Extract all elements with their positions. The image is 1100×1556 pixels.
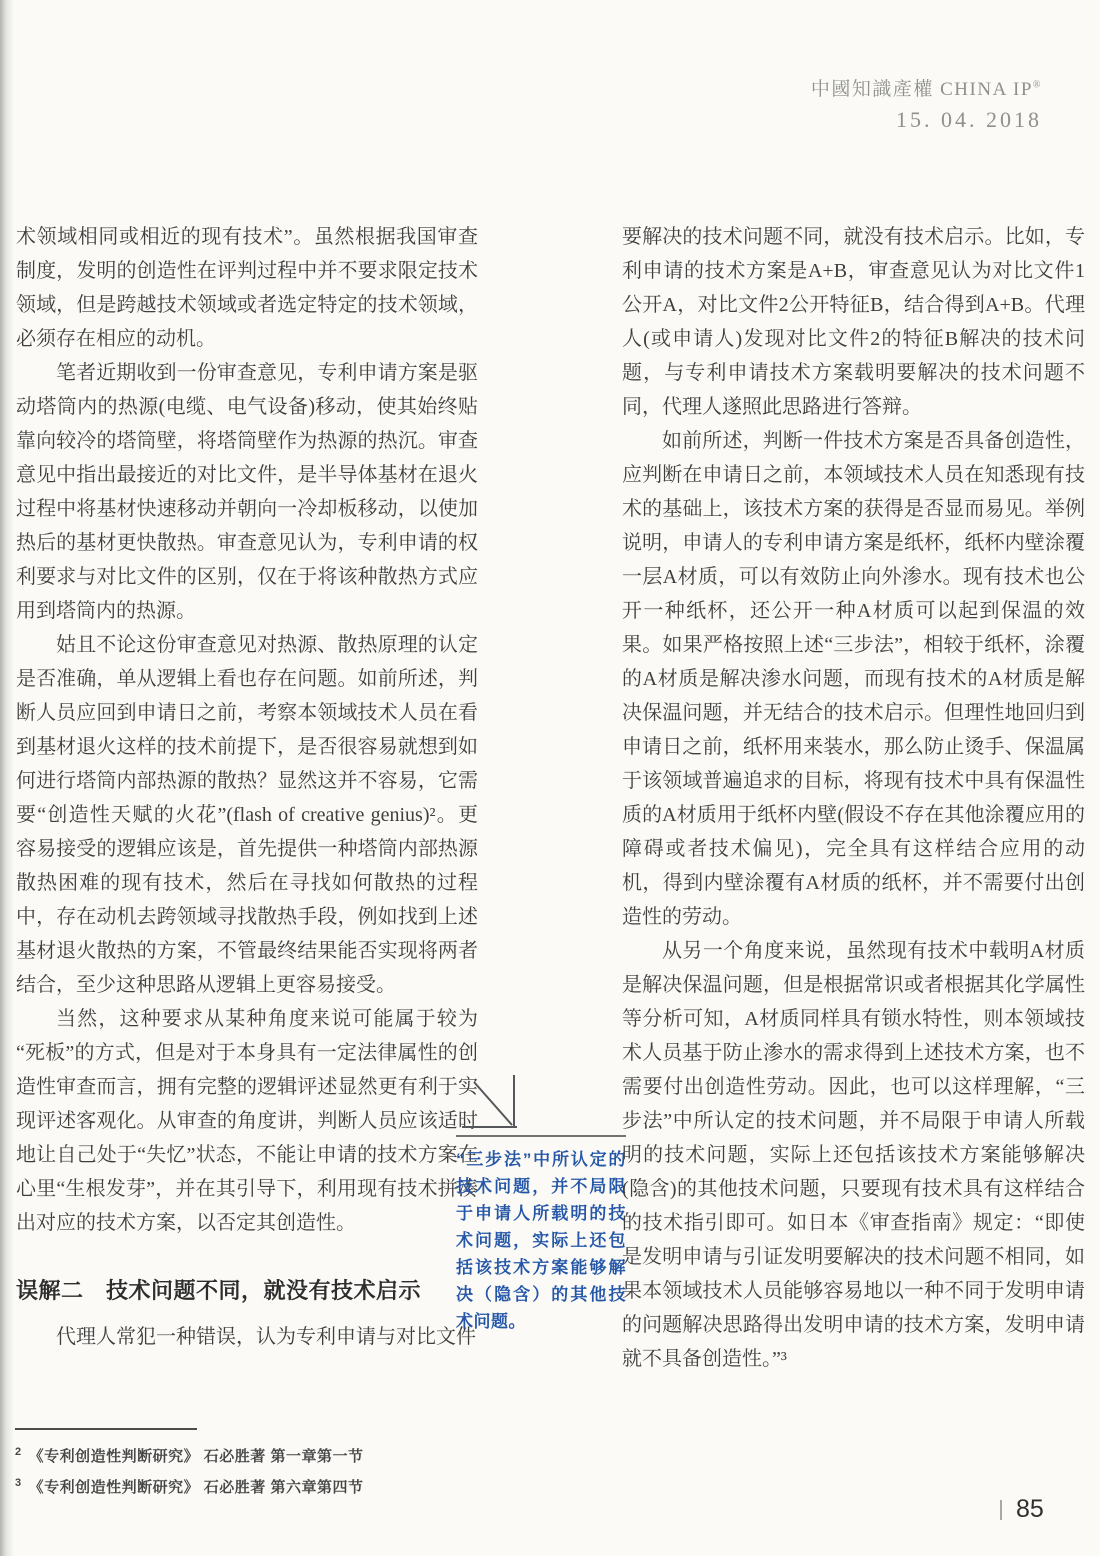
footnote-text: 《专利创造性判断研究》 石必胜著 第一章第一节: [28, 1448, 364, 1465]
page-header: [811, 74, 1042, 133]
footnote-marker: 2: [15, 1446, 22, 1458]
paragraph: 笔者近期收到一份审查意见，专利申请方案是驱动塔筒内的热源(电缆、电气设备)移动，使其始终贴靠向较冷的塔筒壁，将塔筒壁作为热源的热沉。审查意见中指出最接近的对比文件，是半导体基材在退火过程中将基材快速移动并朝向一冷却板移动，以使加热后的基材更快散热。审查意见认为，专利申请的权利要求与对比文件的区别，仅在于将该种散热方式应用到塔筒内的热源。: [16, 362, 478, 622]
corner-arrow-icon: [462, 1074, 572, 1130]
paragraph: 从另一个角度来说，虽然现有技术中载明A材质是解决保温问题，但是根据常识或者根据其化学属性等分析可知，A材质同样具有锁水特性，则本领域技术人员基于防止渗水的需求得到上述技术方案，也不需要付出创造性劳动。因此，也可以这样理解，“三步法”中所认定的技术问题，并不局限于申请人所载明的技术问题，实际上还包括该技术方案能够解决(隐含)的其他技术问题，只要现有技术具有这样结合的技术指引即可。如日本《审查指南》规定：“即使是发明申请与引证发明要解决的技术问题不相同，如果本领域技术人员能够容易地以一种不同于发明申请的问题解决思路得出发明申请的技术方案，发明申请就不具备创造性。”³: [622, 940, 1085, 1370]
paragraph: 要解决的技术问题不同，就没有技术启示。比如，专利申请的技术方案是A+B，审查意见认为对比文件1公开A，对比文件2公开特征B，结合得到A+B。代理人(或申请人)发现对比文件2的特征B解决的技术问题，与专利申请技术方案载明要解决的技术问题不同，代理人遂照此思路进行答辩。: [622, 226, 1085, 418]
footnote-item: [15, 1470, 363, 1501]
footnote-item: [15, 1439, 363, 1470]
left-column: [16, 220, 478, 1354]
paragraph: 术领域相同或相近的现有技术”。虽然根据我国审查制度，发明的创造性在评判过程中并不要求限定技术领域，但是跨越技术领域或者选定特定的技术领域，必须存在相应的动机。: [16, 226, 478, 350]
page-number-divider: [1000, 1500, 1002, 1520]
footnote-marker: 3: [15, 1477, 22, 1489]
paragraph: 代理人常犯一种错误，认为专利申请与对比文件: [56, 1326, 476, 1348]
callout-divider: [456, 1135, 626, 1137]
paragraph: 姑且不论这份审查意见对热源、散热原理的认定是否准确，单从逻辑上看也存在问题。如前所述，判断人员应回到申请日之前，考察本领域技术人员在看到基材退火这样的技术前提下，是否很容易就想到如何进行塔筒内部热源的散热？显然这并不容易，它需要“创造性天赋的火花”(flash of creative genius)²。更容易接受的逻辑应该是，首先提供一种塔筒内部热源散热困难的现有技术，然后在寻找如何散热的过程中，存在动机去跨领域寻找散热手段，例如找到上述基材退火散热的方案，不管最终结果能否实现将两者结合，至少这种思路从逻辑上更容易接受。: [16, 634, 478, 996]
footnotes: [15, 1428, 363, 1501]
paragraph: 当然，这种要求从某种角度来说可能属于较为“死板”的方式，但是对于本身具有一定法律属性的创造性审查而言，拥有完整的逻辑评述显然更有利于实现评述客观化。从审查的角度讲，判断人员应该适时地让自己处于“失忆”状态，不能让申请的技术方案在心里“生根发芽”，并在其引导下，利用现有技术拼凑出对应的技术方案，以否定其创造性。: [16, 1008, 478, 1234]
pull-quote-text: “三步法”中所认定的技术问题，并不局限于申请人所载明的技术问题，实际上还包括该技术方案能够解决（隐含）的其他技术问题。: [456, 1150, 626, 1331]
issue-date: 15. 04. 2018: [896, 107, 1042, 132]
pull-quote: [456, 1074, 626, 1335]
paragraph: 如前所述，判断一件技术方案是否具备创造性，应判断在申请日之前，本领域技术人员在知悉现有技术的基础上，该技术方案的获得是否显而易见。举例说明，申请人的专利申请方案是纸杯，纸杯内壁涂覆一层A材质，可以有效防止向外渗水。现有技术也公开一种纸杯，还公开一种A材质可以起到保温的效果。如果严格按照上述“三步法”，相较于纸杯，涂覆的A材质是解决渗水问题，而现有技术的A材质是解决保温问题，并无结合的技术启示。但理性地回归到申请日之前，纸杯用来装水，那么防止烫手、保温属于该领域普遍追求的目标，将现有技术中具有保温性质的A材质用于纸杯内壁(假设不存在其他涂覆应用的障碍或者技术偏见)，完全具有这样结合应用的动机，得到内壁涂覆有A材质的纸杯，并不需要付出创造性的劳动。: [622, 430, 1085, 928]
right-column: [622, 220, 1085, 1376]
footnote-divider: [15, 1428, 197, 1430]
page-number: [1000, 1495, 1044, 1524]
magazine-brand: [811, 74, 1042, 101]
registered-mark: ®: [1032, 79, 1042, 91]
scan-edge-shadow: [0, 0, 14, 1556]
footnote-text: 《专利创造性判断研究》 石必胜著 第六章第四节: [28, 1479, 364, 1496]
page-number-value: 85: [1016, 1495, 1044, 1523]
section-heading: 误解二 技术问题不同，就没有技术启示: [16, 1278, 422, 1303]
brand-text: 中國知識產權 CHINA IP: [810, 79, 1033, 100]
